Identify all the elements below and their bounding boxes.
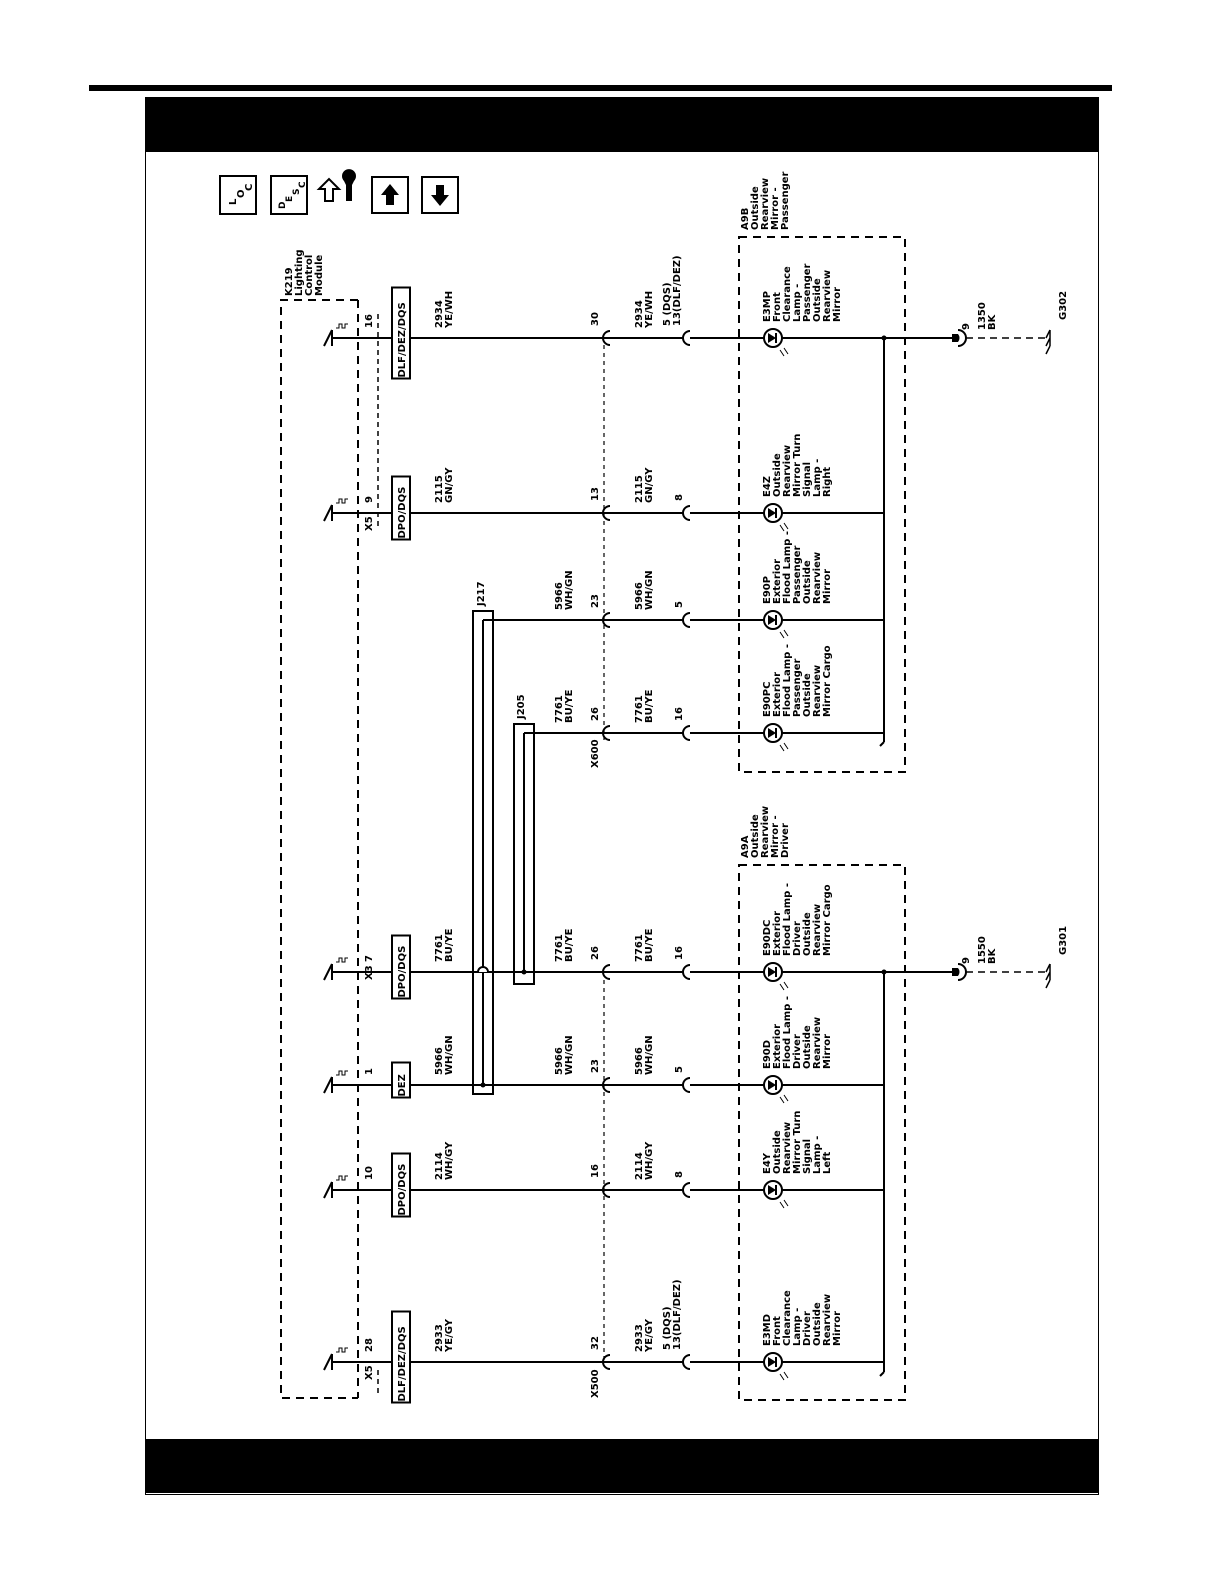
component-desc: Outside: [802, 560, 813, 604]
mirror-connector: [683, 1355, 690, 1369]
component-desc: Mirror Cargo: [822, 645, 833, 717]
mirror-pin: 16: [674, 707, 685, 721]
wire-number: 7761: [554, 934, 565, 962]
mirror-pin: 5 (DQS): [662, 282, 673, 326]
component-desc: Mirror: [822, 1033, 833, 1069]
mirror-connector: [683, 965, 690, 979]
lamp-led-icon: [764, 1076, 788, 1103]
svg-text:Control: Control: [304, 254, 315, 296]
signal-type-label: DLF/DEZ/DQS: [397, 1326, 408, 1402]
wire-color: YE/GY: [644, 1319, 655, 1352]
component-desc: Passenger: [802, 263, 813, 322]
component-desc: Flood Lamp -: [782, 644, 793, 717]
mirror-connector: [683, 613, 690, 627]
wire-number: 2115: [634, 475, 645, 503]
svg-text:9: 9: [961, 957, 972, 964]
svg-text:Lighting: Lighting: [294, 249, 305, 296]
svg-text:Outside: Outside: [750, 814, 761, 858]
mirror-connector: [683, 506, 690, 520]
svg-text:Module: Module: [314, 254, 325, 296]
wire-color: BU/YE: [564, 689, 575, 723]
mirror-connector: [683, 1183, 690, 1197]
component-id: E3MP: [762, 290, 773, 322]
wire-color: GN/GY: [644, 467, 655, 503]
component-desc: Outside: [812, 1302, 823, 1346]
signal-type-label: DLF/DEZ/DQS: [397, 302, 408, 378]
mirror-pin: 8: [674, 1171, 685, 1178]
svg-text:L: L: [228, 198, 239, 205]
component-desc: Front: [772, 1316, 783, 1346]
component-desc: Outside: [802, 1025, 813, 1069]
component-desc: Exterior: [772, 910, 783, 956]
ground-g302: [882, 291, 1070, 354]
mirror-pin: 16: [674, 946, 685, 960]
component-desc: Flood Lamp -: [782, 883, 793, 956]
component-desc: Left: [822, 1151, 833, 1174]
inline-pin: 30: [590, 312, 601, 326]
component-desc: Mirror Cargo: [822, 884, 833, 956]
svg-text:A9B: A9B: [740, 207, 751, 230]
x600-label: X600: [590, 739, 601, 768]
component-desc: Lamp -: [792, 283, 803, 322]
mirror-pin: 5: [674, 601, 685, 608]
wire-color: GN/GY: [444, 467, 455, 503]
svg-text:1550: 1550: [977, 936, 988, 964]
wire-number: 7761: [634, 934, 645, 962]
x500-label: X500: [590, 1369, 601, 1398]
svg-text:1350: 1350: [977, 302, 988, 330]
component-desc: Rearview: [782, 1121, 793, 1174]
lamp-led-icon: [764, 724, 788, 751]
wire-number: 2934: [434, 300, 445, 328]
module-pin: 28: [364, 1338, 375, 1352]
inline-pin: 26: [590, 946, 601, 960]
wire-color: WH/GN: [644, 1035, 655, 1075]
output-driver-icon: [324, 505, 332, 521]
component-desc: Rearview: [782, 444, 793, 497]
svg-text:D: D: [278, 201, 288, 209]
component-desc: Driver: [802, 1311, 813, 1346]
wire-number: 5966: [634, 582, 645, 610]
component-desc: Mirror: [832, 1310, 843, 1346]
svg-text:A9A: A9A: [740, 835, 751, 858]
component-desc: Driver: [792, 1034, 803, 1069]
component-desc: Exterior: [772, 558, 783, 604]
wire-number: 2934: [634, 300, 645, 328]
component-desc: Rearview: [822, 1293, 833, 1346]
svg-text:Mirror -: Mirror -: [770, 187, 781, 230]
wire-color: BU/YE: [644, 689, 655, 723]
component-desc: Lamp -: [812, 458, 823, 497]
k219-module: [281, 249, 378, 1398]
up-arrow-icon[interactable]: [372, 177, 408, 213]
mirror-connector: [683, 331, 690, 345]
wire-color: WH/GY: [444, 1141, 455, 1180]
output-driver-icon: [324, 330, 332, 346]
component-desc: Mirror: [822, 568, 833, 604]
connector-label: X3: [364, 965, 375, 980]
svg-text:G302: G302: [1058, 290, 1069, 320]
inline-pin: 26: [590, 707, 601, 721]
svg-text:Driver: Driver: [780, 823, 791, 858]
wire-color: YE/WH: [444, 290, 455, 328]
wire-color: WH/GN: [644, 570, 655, 610]
loc-icon[interactable]: [220, 176, 256, 214]
module-title: K219: [284, 267, 295, 296]
component-desc: Mirror Turn: [792, 1110, 803, 1174]
wire-number: 2933: [434, 1324, 445, 1352]
output-driver-icon: [324, 1077, 332, 1093]
wire-number: 7761: [434, 934, 445, 962]
module-pin: 7: [364, 955, 375, 962]
mirror-pin: 5: [674, 1066, 685, 1073]
svg-text:9: 9: [961, 323, 972, 330]
svg-text:Mirror -: Mirror -: [770, 815, 781, 858]
signal-type-label: DPO/DQS: [397, 945, 408, 998]
component-id: E90PC: [762, 681, 773, 717]
service-info-icon[interactable]: [319, 169, 356, 201]
wire-number: 2933: [634, 1324, 645, 1352]
connector-label: X5: [364, 516, 375, 531]
component-desc: Signal: [802, 1138, 813, 1174]
component-desc: Rearview: [812, 903, 823, 956]
wire-number: 5966: [554, 582, 565, 610]
inline-pin: 13: [590, 487, 601, 501]
splice-j217: [473, 581, 604, 1094]
lamp-led-icon: [764, 963, 788, 990]
module-pin: 16: [364, 314, 375, 328]
component-id: E90P: [762, 575, 773, 604]
component-desc: Passenger: [792, 545, 803, 604]
inline-pin: 23: [590, 1059, 601, 1073]
wire-number: 5966: [634, 1047, 645, 1075]
wire-color: WH/GN: [444, 1035, 455, 1075]
component-desc: Rearview: [812, 551, 823, 604]
wire-color: WH/GN: [564, 570, 575, 610]
component-desc: Rearview: [812, 664, 823, 717]
component-desc: Driver: [792, 921, 803, 956]
component-desc: Flood Lamp -: [782, 531, 793, 604]
wire-number: 7761: [554, 695, 565, 723]
svg-text:J217: J217: [476, 581, 487, 606]
wire-color: YE/GY: [444, 1319, 455, 1352]
component-desc: Outside: [802, 912, 813, 956]
svg-text:Rearview: Rearview: [760, 805, 771, 858]
component-desc: Outside: [772, 1130, 783, 1174]
svg-text:C: C: [298, 181, 308, 188]
connector-label: X5: [364, 1365, 375, 1380]
svg-text:C: C: [244, 183, 255, 191]
wire-color: BU/YE: [644, 928, 655, 962]
component-desc: Clearance: [782, 266, 793, 322]
component-desc: Clearance: [782, 1290, 793, 1346]
svg-text:J205: J205: [516, 694, 527, 719]
mirror-connector: [683, 726, 690, 740]
output-driver-icon: [324, 1354, 332, 1370]
wire-number: 2114: [634, 1152, 645, 1180]
mirror-pin: 5 (DQS): [662, 1306, 673, 1350]
wire-number: 5966: [434, 1047, 445, 1075]
component-id: E90DC: [762, 919, 773, 956]
component-desc: Mirror Turn: [792, 433, 803, 497]
mirror-connector: [683, 1078, 690, 1092]
svg-text:S: S: [292, 188, 302, 195]
signal-type-label: DEZ: [397, 1074, 408, 1097]
signal-type-label: DPO/DQS: [397, 1163, 408, 1216]
component-desc: Rearview: [822, 269, 833, 322]
svg-text:E: E: [285, 195, 295, 202]
svg-text:BK: BK: [987, 948, 998, 964]
module-pin: 10: [364, 1166, 375, 1180]
wire-color: BU/YE: [444, 928, 455, 962]
component-desc: Right: [822, 466, 833, 497]
component-desc: Signal: [802, 461, 813, 497]
lamp-led-icon: [764, 504, 788, 531]
component-desc: Mirror: [832, 286, 843, 322]
inline-pin: 23: [590, 594, 601, 608]
circuit-5: [603, 611, 884, 638]
wire-number: 5966: [554, 1047, 565, 1075]
signal-type-label: DPO/DQS: [397, 486, 408, 539]
component-id: E4Z: [762, 475, 773, 497]
component-id: E3MD: [762, 1313, 773, 1346]
output-driver-icon: [324, 1182, 332, 1198]
output-driver-icon: [324, 964, 332, 980]
mirror-pin: 8: [674, 494, 685, 501]
component-desc: Passenger: [792, 658, 803, 717]
module-pin: 1: [364, 1068, 375, 1075]
wire-color: BU/YE: [564, 928, 575, 962]
component-desc: Exterior: [772, 1023, 783, 1069]
wire-number: 2114: [434, 1152, 445, 1180]
component-desc: Front: [772, 292, 783, 322]
circuit-4: [603, 724, 884, 751]
lamp-led-icon: [764, 329, 788, 356]
lamp-led-icon: [764, 611, 788, 638]
svg-text:Passenger: Passenger: [780, 171, 791, 230]
component-desc: Lamp -: [792, 1307, 803, 1346]
component-desc: Outside: [812, 278, 823, 322]
component-desc: Lamp -: [812, 1135, 823, 1174]
mirror-pin: 13(DLF/DEZ): [672, 1279, 683, 1350]
wire-color: WH/GY: [644, 1141, 655, 1180]
component-desc: Flood Lamp -: [782, 996, 793, 1069]
component-desc: Outside: [772, 453, 783, 497]
inline-pin: 32: [590, 1336, 601, 1350]
component-id: E90D: [762, 1039, 773, 1069]
wire-number: 2115: [434, 475, 445, 503]
ground-g301: [882, 926, 1070, 988]
component-id: E4Y: [762, 1152, 773, 1174]
lamp-led-icon: [764, 1353, 788, 1380]
svg-text:O: O: [236, 189, 247, 198]
component-desc: Rearview: [812, 1016, 823, 1069]
lamp-led-icon: [764, 1181, 788, 1208]
mirror-pin: 13(DLF/DEZ): [672, 255, 683, 326]
desc-icon[interactable]: [271, 176, 308, 214]
wire-color: YE/WH: [644, 290, 655, 328]
inline-pin: 16: [590, 1164, 601, 1178]
svg-text:Rearview: Rearview: [760, 177, 771, 230]
svg-text:BK: BK: [987, 314, 998, 330]
module-pin: 9: [364, 496, 375, 503]
down-arrow-icon[interactable]: [422, 177, 458, 213]
component-desc: Outside: [802, 673, 813, 717]
wire-number: 7761: [634, 695, 645, 723]
svg-text:G301: G301: [1058, 925, 1069, 955]
wire-color: WH/GN: [564, 1035, 575, 1075]
svg-text:Outside: Outside: [750, 186, 761, 230]
component-desc: Exterior: [772, 671, 783, 717]
